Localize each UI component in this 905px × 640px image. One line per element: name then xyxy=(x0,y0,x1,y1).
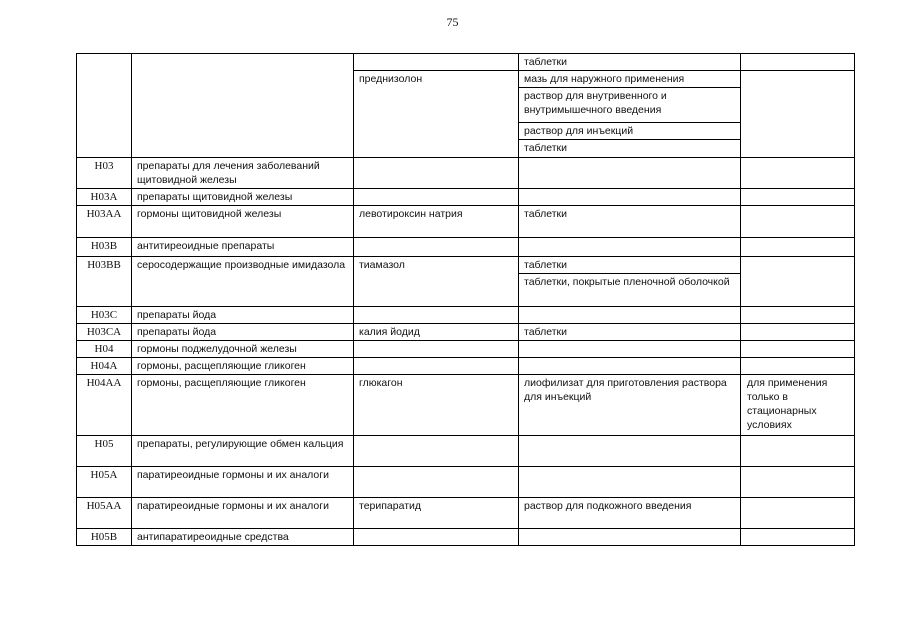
group-name-cell: антипаратиреоидные средства xyxy=(132,529,354,546)
dosage-form-cell xyxy=(519,358,741,375)
atc-code-cell: H05 xyxy=(77,436,132,467)
inn-cell xyxy=(354,436,519,467)
dosage-form-cell xyxy=(519,307,741,324)
table-row xyxy=(77,529,855,546)
atc-code-cell: H04A xyxy=(77,358,132,375)
inn-cell: терипаратид xyxy=(354,498,519,529)
dosage-form-cell: раствор для подкожного введения xyxy=(519,498,741,529)
table-row xyxy=(77,324,855,341)
atc-code-cell: H05A xyxy=(77,467,132,498)
dosage-form-cell: раствор для внутривенного и внутримышечного введения xyxy=(519,88,741,123)
table-row xyxy=(77,498,855,529)
table-row xyxy=(77,158,855,189)
table-row xyxy=(77,54,855,71)
dosage-form-cell: раствор для инъекций xyxy=(519,123,741,140)
dosage-form-cell xyxy=(519,467,741,498)
dosage-form-cell xyxy=(519,529,741,546)
note-cell: для применения только в стационарных условиях xyxy=(741,375,855,436)
atc-code-cell: H05B xyxy=(77,529,132,546)
table-row xyxy=(77,307,855,324)
group-name-cell: паратиреоидные гормоны и их аналоги xyxy=(132,498,354,529)
inn-cell xyxy=(354,238,519,257)
group-name-cell: гормоны, расщепляющие гликоген xyxy=(132,375,354,436)
atc-code-cell: H04 xyxy=(77,341,132,358)
inn-cell xyxy=(354,54,519,71)
inn-cell: тиамазол xyxy=(354,257,519,307)
inn-cell xyxy=(354,158,519,189)
dosage-form-cell xyxy=(519,238,741,257)
dosage-form-cell: таблетки xyxy=(519,140,741,158)
group-name-cell: препараты, регулирующие обмен кальция xyxy=(132,436,354,467)
table-row xyxy=(77,238,855,257)
atc-code-cell: H03A xyxy=(77,189,132,206)
inn-cell xyxy=(354,467,519,498)
note-cell xyxy=(741,257,855,307)
table-row xyxy=(77,189,855,206)
note-cell xyxy=(741,467,855,498)
inn-cell: преднизолон xyxy=(354,71,519,158)
group-name-cell: препараты йода xyxy=(132,324,354,341)
table-row xyxy=(77,375,855,436)
inn-cell: калия йодид xyxy=(354,324,519,341)
note-cell xyxy=(741,238,855,257)
atc-code-cell: H04AA xyxy=(77,375,132,436)
table-row xyxy=(77,257,855,274)
note-cell xyxy=(741,206,855,238)
note-cell xyxy=(741,54,855,71)
dosage-form-cell: таблетки xyxy=(519,257,741,274)
table-row xyxy=(77,341,855,358)
atc-code-cell: H03CA xyxy=(77,324,132,341)
note-cell xyxy=(741,158,855,189)
dosage-form-cell xyxy=(519,436,741,467)
inn-cell: левотироксин натрия xyxy=(354,206,519,238)
dosage-form-cell: таблетки xyxy=(519,54,741,71)
atc-code-cell: H05AA xyxy=(77,498,132,529)
note-cell xyxy=(741,436,855,467)
inn-cell xyxy=(354,307,519,324)
drug-table xyxy=(76,53,855,546)
atc-code-cell: H03B xyxy=(77,238,132,257)
note-cell xyxy=(741,71,855,158)
group-name-cell: паратиреоидные гормоны и их аналоги xyxy=(132,467,354,498)
group-name-cell: гормоны, расщепляющие гликоген xyxy=(132,358,354,375)
dosage-form-cell xyxy=(519,341,741,358)
group-name-cell: антитиреоидные препараты xyxy=(132,238,354,257)
inn-cell xyxy=(354,529,519,546)
atc-code-cell: H03AA xyxy=(77,206,132,238)
note-cell xyxy=(741,529,855,546)
atc-code-cell: H03BB xyxy=(77,257,132,307)
group-name-cell: препараты щитовидной железы xyxy=(132,189,354,206)
note-cell xyxy=(741,307,855,324)
note-cell xyxy=(741,341,855,358)
dosage-form-cell xyxy=(519,158,741,189)
note-cell xyxy=(741,358,855,375)
dosage-form-cell: таблетки xyxy=(519,324,741,341)
dosage-form-cell: таблетки, покрытые пленочной оболочкой xyxy=(519,274,741,307)
group-name-cell: препараты для лечения заболеваний щитовидной железы xyxy=(132,158,354,189)
atc-code-cell: H03 xyxy=(77,158,132,189)
inn-cell xyxy=(354,189,519,206)
group-name-cell xyxy=(132,54,354,158)
inn-cell xyxy=(354,358,519,375)
table-row xyxy=(77,436,855,467)
group-name-cell: гормоны щитовидной железы xyxy=(132,206,354,238)
dosage-form-cell: лиофилизат для приготовления раствора для инъекций xyxy=(519,375,741,436)
note-cell xyxy=(741,189,855,206)
atc-code-cell xyxy=(77,54,132,158)
table-row xyxy=(77,358,855,375)
page-number: 75 xyxy=(446,15,459,29)
note-cell xyxy=(741,498,855,529)
group-name-cell: препараты йода xyxy=(132,307,354,324)
inn-cell: глюкагон xyxy=(354,375,519,436)
inn-cell xyxy=(354,341,519,358)
dosage-form-cell: мазь для наружного применения xyxy=(519,71,741,88)
table-row xyxy=(77,206,855,238)
dosage-form-cell xyxy=(519,189,741,206)
atc-code-cell: H03C xyxy=(77,307,132,324)
dosage-form-cell: таблетки xyxy=(519,206,741,238)
group-name-cell: серосодержащие производные имидазола xyxy=(132,257,354,307)
table-row xyxy=(77,467,855,498)
group-name-cell: гормоны поджелудочной железы xyxy=(132,341,354,358)
note-cell xyxy=(741,324,855,341)
